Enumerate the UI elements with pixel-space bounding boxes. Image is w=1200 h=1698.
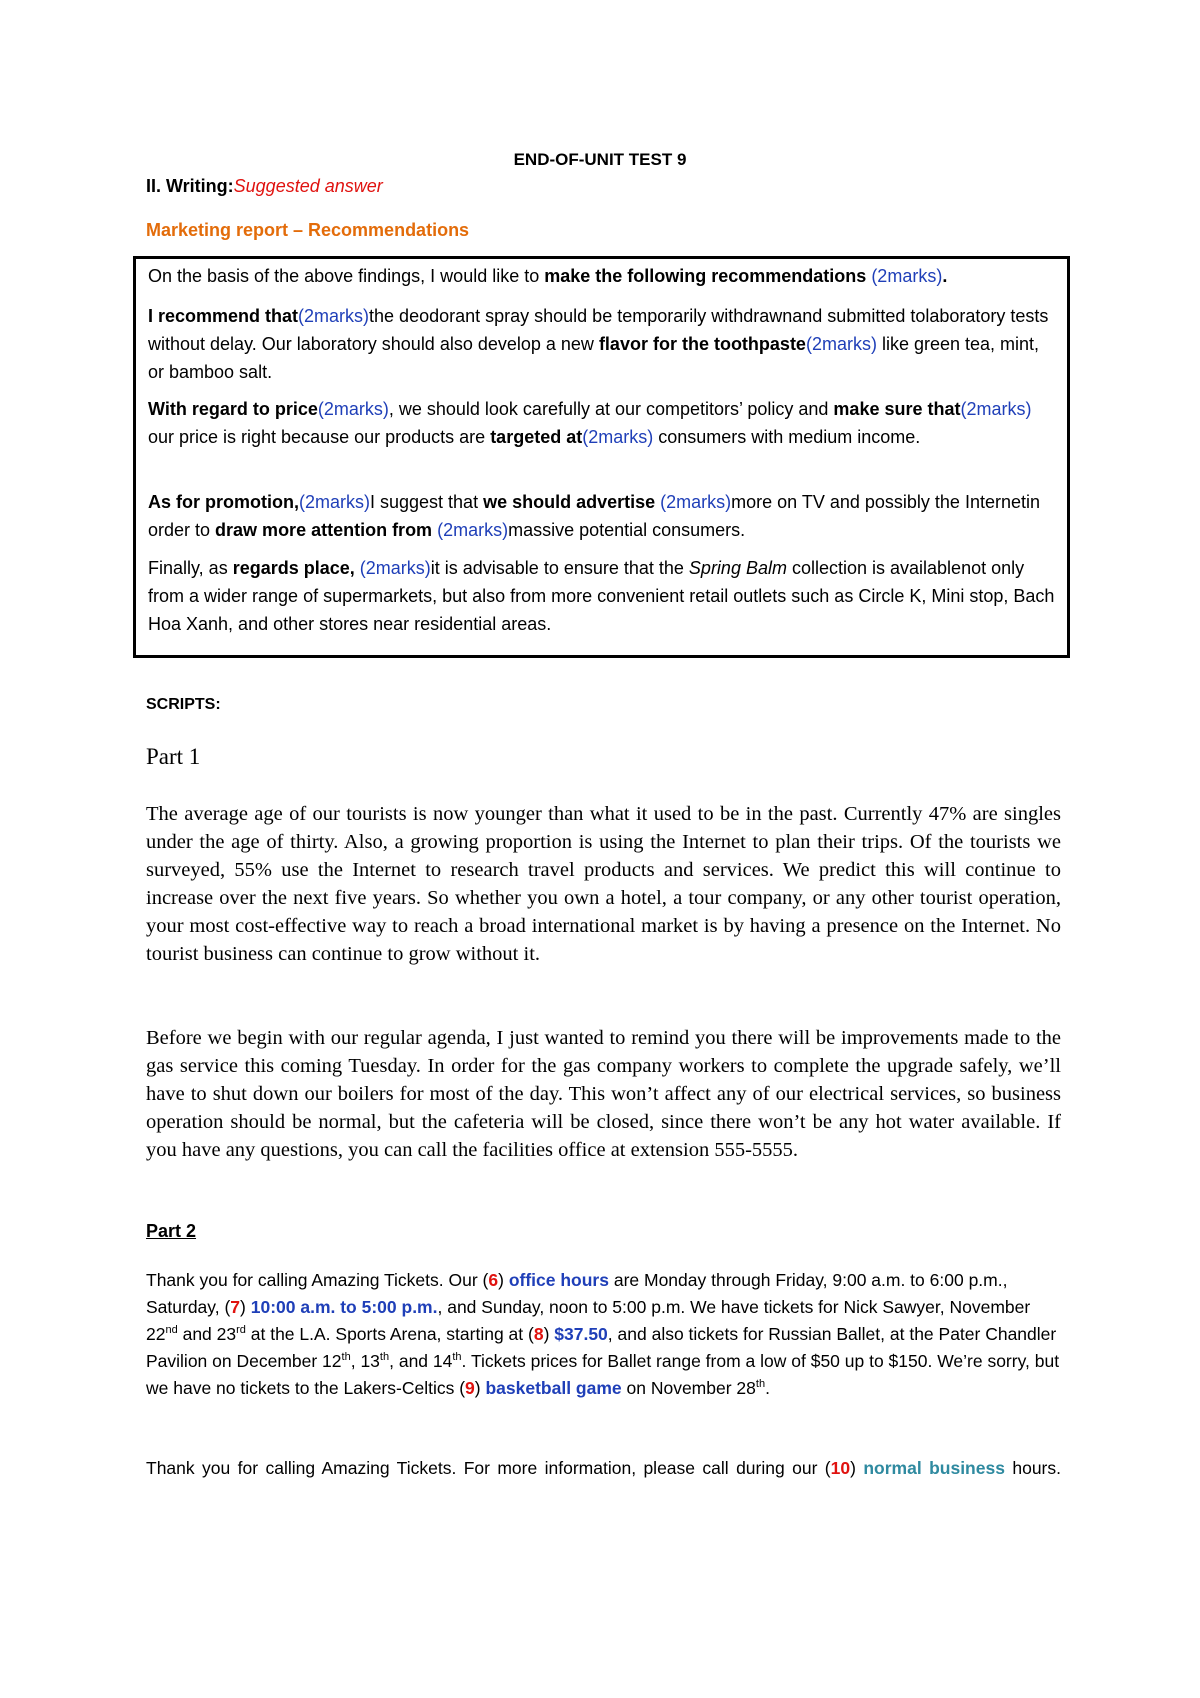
question-number: 10 [830, 1458, 851, 1478]
text-run: Finally, as [148, 558, 233, 578]
ordinal-suffix: th [341, 1351, 351, 1364]
text-run: , 13 [350, 1351, 380, 1371]
question-number: 8 [533, 1324, 544, 1344]
text-run: . [942, 266, 948, 286]
key-phrase: As for promotion, [148, 492, 299, 512]
key-phrase: flavor for the toothpaste [598, 334, 806, 354]
key-phrase: we should advertise [483, 492, 656, 512]
part1-title: Part 1 [146, 744, 201, 769]
marks-label: (2marks) [805, 334, 877, 354]
page-title: END-OF-UNIT TEST 9 [513, 150, 687, 169]
text-run: consumers with medium income. [653, 427, 921, 447]
box-paragraph-4 [148, 488, 1055, 544]
key-phrase: regards place, [232, 558, 355, 578]
marks-label: (2marks) [655, 492, 732, 512]
text-run: the deodorant spray should be temporarily withdrawnand submitted tolaboratory tests without delay. Our laboratory should also develop a new [148, 306, 1049, 354]
marks-label: (2marks) [582, 427, 654, 447]
answer-text: 10:00 a.m. to 5:00 p.m. [250, 1297, 438, 1317]
text-run: our price is right because our products are [148, 427, 491, 447]
question-number: 7 [230, 1297, 241, 1317]
part1-paragraph-2: Before we begin with our regular agenda, I just wanted to remind you there will be improvements made to the gas service this coming Tuesday. In order for the gas company workers to complete the upgrade safely, we’ll have to shut down our boilers for most of the day. This won’t affect any of our electrical services, so business operation should be normal, but the cafeteria will be closed, since there won’t be any hot water available. If you have any questions, you can call the facilities office at extension 555-5555. [146, 1027, 1061, 1161]
text-run: Thank you for calling Amazing Tickets. Our ( [146, 1270, 489, 1290]
question-number: 6 [488, 1270, 499, 1290]
text-run: ) [474, 1378, 486, 1398]
text-run: . [765, 1378, 770, 1398]
answer-text: normal business [863, 1458, 1005, 1478]
ordinal-suffix: nd [165, 1324, 178, 1337]
text-run: , and 14 [389, 1351, 453, 1371]
text-run: , and also tickets for Russian Ballet, at the Pater Chandler Pavilion on December 12 [146, 1324, 1057, 1371]
text-run: ) [543, 1324, 555, 1344]
section-note: Suggested answer [233, 176, 383, 196]
text-run: like green tea, mint, or bamboo salt. [148, 334, 1040, 382]
text-run: more on TV and possibly the Internetin order to [148, 492, 1040, 540]
text-run: on November 28 [621, 1378, 756, 1398]
answer-text: office hours [508, 1270, 609, 1290]
answer-text: $37.50 [554, 1324, 608, 1344]
answer-text: basketball game [485, 1378, 622, 1398]
box-paragraph-5 [148, 554, 1055, 638]
key-phrase: draw more attention from [215, 520, 433, 540]
marks-label: (2marks) [298, 306, 370, 326]
section-label: II. Writing: [146, 176, 234, 196]
text-run: Thank you for calling Amazing Tickets. For more information, please call during our ( [146, 1458, 831, 1478]
question-number: 9 [465, 1378, 475, 1398]
text-run: ) [498, 1270, 509, 1290]
ordinal-suffix: th [755, 1378, 766, 1391]
marks-label: (2marks) [960, 399, 1032, 419]
text-run: On the basis of the above findings, I would like to [148, 266, 545, 286]
text-run: ) [240, 1297, 251, 1317]
key-phrase: make sure that [833, 399, 961, 419]
box-paragraph-3 [148, 395, 1055, 451]
text-run: I suggest that [370, 492, 484, 512]
ordinal-suffix: th [379, 1351, 390, 1364]
text-run: ) [850, 1458, 864, 1478]
box-paragraph-2 [148, 302, 1055, 386]
text-run: , we should look carefully at our competitors’ policy and [388, 399, 834, 419]
text-run: massive potential consumers. [508, 520, 746, 540]
text-run: . Tickets prices for Ballet range from a low of $50 up to $150. We’re sorry, but we have no tickets to the Lakers-Celtics ( [146, 1351, 1060, 1398]
text-run: hours. [1004, 1458, 1061, 1478]
part2-paragraph [146, 1267, 1061, 1402]
marks-label: (2marks) [354, 558, 431, 578]
section-heading [146, 176, 383, 197]
text-run: collection is availablenot only from a wider range of supermarkets, but also from more convenient retail outlets such as Circle K, Mini stop, Bach Hoa Xanh, and other stores near residential areas. [148, 558, 1055, 634]
brand-name: Spring Balm [688, 558, 787, 578]
part1-paragraph-1: The average age of our tourists is now younger than what it used to be in the past. Currently 47% are singles under the age of thirty. Also, a growing proportion is using the Internet to plan their trips. Of the tourists we surveyed, 55% use the Internet to research travel products and services. We predict this will continue to increase over the next five years. So whether you own a hotel, a tour company, or any other tourist operation, your most cost-effective way to reach a broad international market is by having a presence on the Internet. No tourist business can continue to grow without it. [146, 803, 1061, 965]
box-paragraph-1 [148, 262, 1055, 290]
report-title: Marketing report – Recommendations [146, 220, 470, 240]
key-phrase: I recommend that [148, 306, 299, 326]
text-run: at the L.A. Sports Arena, starting at ( [245, 1324, 534, 1344]
key-phrase: make the following recommendations [544, 266, 867, 286]
part2-title: Part 2 [146, 1221, 197, 1241]
ordinal-suffix: rd [236, 1324, 246, 1337]
recommendations-box [133, 256, 1070, 658]
ordinal-suffix: th [452, 1351, 462, 1364]
marks-label: (2marks) [432, 520, 509, 540]
text-run: , and Sunday, noon to 5:00 p.m. We have tickets for Nick Sawyer, November 22 [146, 1297, 1031, 1344]
key-phrase: With regard to price [148, 399, 318, 419]
text-run: and 23 [177, 1324, 237, 1344]
text-run: are Monday through Friday, 9:00 a.m. to 6:00 p.m., Saturday, ( [146, 1270, 1008, 1317]
text-run: it is advisable to ensure that the [430, 558, 689, 578]
scripts-label: SCRIPTS: [146, 696, 221, 713]
key-phrase: targeted at [490, 427, 583, 447]
marks-label: (2marks) [317, 399, 389, 419]
marks-label: (2marks) [299, 492, 370, 512]
marks-label: (2marks) [866, 266, 943, 286]
part2-closing [146, 1455, 1061, 1482]
